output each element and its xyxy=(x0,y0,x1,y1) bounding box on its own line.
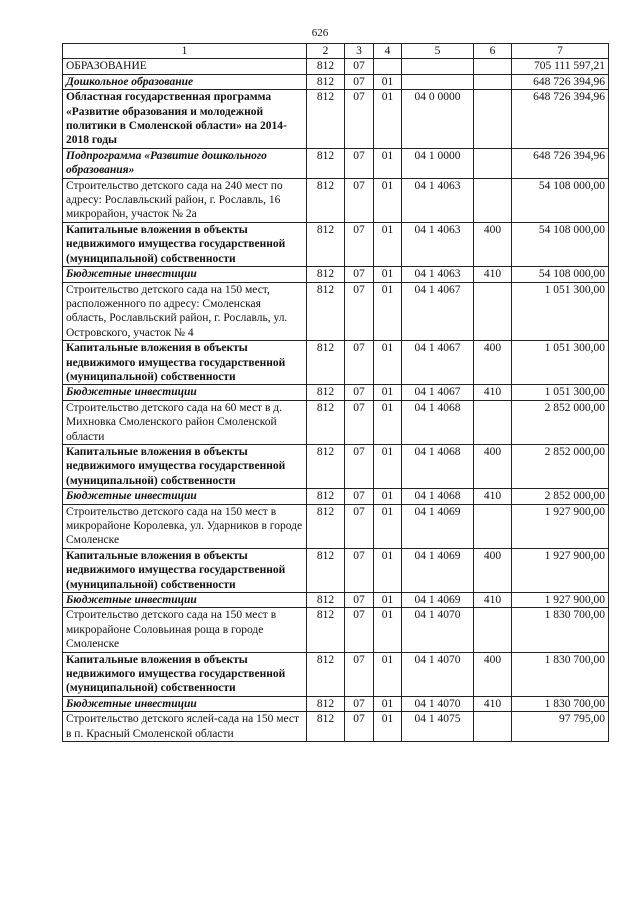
table-row xyxy=(63,489,609,504)
table-row xyxy=(63,696,609,711)
row-subsection-cell: 01 xyxy=(374,548,402,592)
row-amount-cell: 1 051 300,00 xyxy=(512,341,609,385)
row-target-article-cell xyxy=(402,59,474,74)
table-row xyxy=(63,90,609,149)
table-row xyxy=(63,652,609,696)
row-expense-type-cell xyxy=(474,178,512,222)
row-amount-cell: 54 108 000,00 xyxy=(512,222,609,266)
row-target-article-cell: 04 0 0000 xyxy=(402,90,474,149)
column-header: 4 xyxy=(374,44,402,59)
table-header-row xyxy=(63,44,609,59)
row-subsection-cell: 01 xyxy=(374,222,402,266)
table-row xyxy=(63,593,609,608)
table-row xyxy=(63,608,609,652)
row-name-cell: Бюджетные инвестиции xyxy=(63,489,307,504)
table-row xyxy=(63,74,609,89)
row-expense-type-cell: 400 xyxy=(474,222,512,266)
column-header: 3 xyxy=(345,44,374,59)
row-code-cell: 812 xyxy=(307,608,345,652)
row-code-cell: 812 xyxy=(307,652,345,696)
row-target-article-cell: 04 1 4075 xyxy=(402,712,474,742)
row-amount-cell: 97 795,00 xyxy=(512,712,609,742)
row-subsection-cell: 01 xyxy=(374,444,402,488)
row-section-cell: 07 xyxy=(345,148,374,178)
row-amount-cell: 648 726 394,96 xyxy=(512,90,609,149)
table-row xyxy=(63,444,609,488)
table-row xyxy=(63,504,609,548)
row-section-cell: 07 xyxy=(345,489,374,504)
row-amount-cell: 1 927 900,00 xyxy=(512,548,609,592)
row-target-article-cell xyxy=(402,74,474,89)
row-name-cell: Строительство детского сада на 60 мест в д. Михновка Смоленского район Смоленской области xyxy=(63,400,307,444)
row-expense-type-cell xyxy=(474,400,512,444)
row-section-cell: 07 xyxy=(345,652,374,696)
row-section-cell: 07 xyxy=(345,504,374,548)
row-code-cell: 812 xyxy=(307,593,345,608)
table-row xyxy=(63,222,609,266)
row-expense-type-cell: 400 xyxy=(474,652,512,696)
row-name-cell: Строительство детского сада на 150 мест, расположенного по адресу: Смоленская область, Рославльский район, г. Рославль, ул. Островского, участок № 4 xyxy=(63,282,307,341)
row-code-cell: 812 xyxy=(307,712,345,742)
row-name-cell: Капитальные вложения в объекты недвижимого имущества государственной (муниципальной) собственности xyxy=(63,652,307,696)
row-section-cell: 07 xyxy=(345,222,374,266)
row-section-cell: 07 xyxy=(345,712,374,742)
row-code-cell: 812 xyxy=(307,282,345,341)
table-body xyxy=(63,59,609,742)
table-row xyxy=(63,341,609,385)
row-subsection-cell: 01 xyxy=(374,178,402,222)
row-subsection-cell: 01 xyxy=(374,593,402,608)
row-amount-cell: 1 051 300,00 xyxy=(512,385,609,400)
row-target-article-cell: 04 1 4070 xyxy=(402,696,474,711)
row-subsection-cell: 01 xyxy=(374,385,402,400)
table-row xyxy=(63,400,609,444)
row-section-cell: 07 xyxy=(345,548,374,592)
page-number: 626 xyxy=(311,27,329,39)
row-target-article-cell: 04 1 4069 xyxy=(402,593,474,608)
row-name-cell: Областная государственная программа «Развитие образования и молодежной политики в Смоленской области» на 2014-2018 годы xyxy=(63,90,307,149)
row-amount-cell: 2 852 000,00 xyxy=(512,489,609,504)
row-target-article-cell: 04 1 4068 xyxy=(402,400,474,444)
table-row xyxy=(63,385,609,400)
row-code-cell: 812 xyxy=(307,444,345,488)
row-subsection-cell: 01 xyxy=(374,282,402,341)
row-expense-type-cell: 410 xyxy=(474,267,512,282)
table-row xyxy=(63,148,609,178)
row-code-cell: 812 xyxy=(307,400,345,444)
row-section-cell: 07 xyxy=(345,178,374,222)
row-section-cell: 07 xyxy=(345,696,374,711)
row-subsection-cell: 01 xyxy=(374,652,402,696)
row-target-article-cell: 04 1 4067 xyxy=(402,282,474,341)
row-target-article-cell: 04 1 4068 xyxy=(402,444,474,488)
row-section-cell: 07 xyxy=(345,341,374,385)
row-target-article-cell: 04 1 4068 xyxy=(402,489,474,504)
row-target-article-cell: 04 1 4067 xyxy=(402,341,474,385)
row-code-cell: 812 xyxy=(307,385,345,400)
row-section-cell: 07 xyxy=(345,282,374,341)
row-code-cell: 812 xyxy=(307,90,345,149)
column-header: 2 xyxy=(307,44,345,59)
row-subsection-cell: 01 xyxy=(374,608,402,652)
row-name-cell: Бюджетные инвестиции xyxy=(63,696,307,711)
row-expense-type-cell: 410 xyxy=(474,489,512,504)
table-row xyxy=(63,178,609,222)
row-expense-type-cell: 400 xyxy=(474,444,512,488)
row-subsection-cell: 01 xyxy=(374,696,402,711)
row-subsection-cell: 01 xyxy=(374,74,402,89)
row-subsection-cell: 01 xyxy=(374,712,402,742)
row-amount-cell: 1 927 900,00 xyxy=(512,593,609,608)
row-target-article-cell: 04 1 4063 xyxy=(402,267,474,282)
row-expense-type-cell xyxy=(474,74,512,89)
row-amount-cell: 648 726 394,96 xyxy=(512,148,609,178)
row-target-article-cell: 04 1 4067 xyxy=(402,385,474,400)
row-target-article-cell: 04 1 4070 xyxy=(402,608,474,652)
row-subsection-cell: 01 xyxy=(374,400,402,444)
row-subsection-cell xyxy=(374,59,402,74)
row-code-cell: 812 xyxy=(307,548,345,592)
row-target-article-cell: 04 1 4063 xyxy=(402,222,474,266)
row-code-cell: 812 xyxy=(307,74,345,89)
row-section-cell: 07 xyxy=(345,400,374,444)
row-code-cell: 812 xyxy=(307,504,345,548)
row-code-cell: 812 xyxy=(307,178,345,222)
table-row xyxy=(63,267,609,282)
row-amount-cell: 54 108 000,00 xyxy=(512,267,609,282)
row-subsection-cell: 01 xyxy=(374,489,402,504)
row-expense-type-cell xyxy=(474,504,512,548)
row-name-cell: Бюджетные инвестиции xyxy=(63,385,307,400)
row-expense-type-cell: 400 xyxy=(474,341,512,385)
row-subsection-cell: 01 xyxy=(374,90,402,149)
row-amount-cell: 2 852 000,00 xyxy=(512,400,609,444)
row-expense-type-cell: 410 xyxy=(474,696,512,711)
row-name-cell: Строительство детского сада на 240 мест по адресу: Рославльский район, г. Рославль, 16 микрорайон, участок № 2а xyxy=(63,178,307,222)
row-code-cell: 812 xyxy=(307,222,345,266)
row-code-cell: 812 xyxy=(307,341,345,385)
row-target-article-cell: 04 1 4070 xyxy=(402,652,474,696)
row-target-article-cell: 04 1 4069 xyxy=(402,504,474,548)
row-section-cell: 07 xyxy=(345,59,374,74)
column-header: 1 xyxy=(63,44,307,59)
row-amount-cell: 1 051 300,00 xyxy=(512,282,609,341)
row-expense-type-cell: 410 xyxy=(474,593,512,608)
row-name-cell: Строительство детского сада на 150 мест в микрорайоне Королевка, ул. Ударников в городе Смоленске xyxy=(63,504,307,548)
row-subsection-cell: 01 xyxy=(374,504,402,548)
budget-table xyxy=(62,43,609,742)
row-section-cell: 07 xyxy=(345,593,374,608)
table-row xyxy=(63,712,609,742)
row-name-cell: Бюджетные инвестиции xyxy=(63,267,307,282)
row-section-cell: 07 xyxy=(345,74,374,89)
row-subsection-cell: 01 xyxy=(374,341,402,385)
row-name-cell: Строительство детского яслей-сада на 150 мест в п. Красный Смоленской области xyxy=(63,712,307,742)
row-name-cell: Капитальные вложения в объекты недвижимого имущества государственной (муниципальной) собственности xyxy=(63,548,307,592)
row-code-cell: 812 xyxy=(307,148,345,178)
row-name-cell: Подпрограмма «Развитие дошкольного образования» xyxy=(63,148,307,178)
row-amount-cell: 1 830 700,00 xyxy=(512,652,609,696)
row-expense-type-cell xyxy=(474,148,512,178)
row-name-cell: Дошкольное образование xyxy=(63,74,307,89)
row-name-cell: ОБРАЗОВАНИЕ xyxy=(63,59,307,74)
row-expense-type-cell: 410 xyxy=(474,385,512,400)
row-section-cell: 07 xyxy=(345,267,374,282)
row-target-article-cell: 04 1 4069 xyxy=(402,548,474,592)
row-amount-cell: 1 830 700,00 xyxy=(512,608,609,652)
row-amount-cell: 648 726 394,96 xyxy=(512,74,609,89)
row-target-article-cell: 04 1 0000 xyxy=(402,148,474,178)
row-name-cell: Капитальные вложения в объекты недвижимого имущества государственной (муниципальной) собственности xyxy=(63,341,307,385)
row-section-cell: 07 xyxy=(345,444,374,488)
row-section-cell: 07 xyxy=(345,90,374,149)
table-row xyxy=(63,548,609,592)
row-target-article-cell: 04 1 4063 xyxy=(402,178,474,222)
row-expense-type-cell xyxy=(474,608,512,652)
row-name-cell: Капитальные вложения в объекты недвижимого имущества государственной (муниципальной) собственности xyxy=(63,444,307,488)
row-expense-type-cell xyxy=(474,90,512,149)
row-subsection-cell: 01 xyxy=(374,267,402,282)
row-section-cell: 07 xyxy=(345,608,374,652)
column-header: 5 xyxy=(402,44,474,59)
row-amount-cell: 54 108 000,00 xyxy=(512,178,609,222)
table-row xyxy=(63,59,609,74)
row-name-cell: Строительство детского сада на 150 мест в микрорайоне Соловьиная роща в городе Смоленске xyxy=(63,608,307,652)
row-code-cell: 812 xyxy=(307,696,345,711)
row-name-cell: Капитальные вложения в объекты недвижимого имущества государственной (муниципальной) собственности xyxy=(63,222,307,266)
row-subsection-cell: 01 xyxy=(374,148,402,178)
column-header: 7 xyxy=(512,44,609,59)
row-name-cell: Бюджетные инвестиции xyxy=(63,593,307,608)
row-expense-type-cell xyxy=(474,59,512,74)
row-code-cell: 812 xyxy=(307,59,345,74)
row-expense-type-cell xyxy=(474,282,512,341)
row-amount-cell: 1 927 900,00 xyxy=(512,504,609,548)
row-amount-cell: 1 830 700,00 xyxy=(512,696,609,711)
row-amount-cell: 2 852 000,00 xyxy=(512,444,609,488)
row-code-cell: 812 xyxy=(307,489,345,504)
row-expense-type-cell xyxy=(474,712,512,742)
row-expense-type-cell: 400 xyxy=(474,548,512,592)
table-row xyxy=(63,282,609,341)
row-amount-cell: 705 111 597,21 xyxy=(512,59,609,74)
row-code-cell: 812 xyxy=(307,267,345,282)
column-header: 6 xyxy=(474,44,512,59)
row-section-cell: 07 xyxy=(345,385,374,400)
